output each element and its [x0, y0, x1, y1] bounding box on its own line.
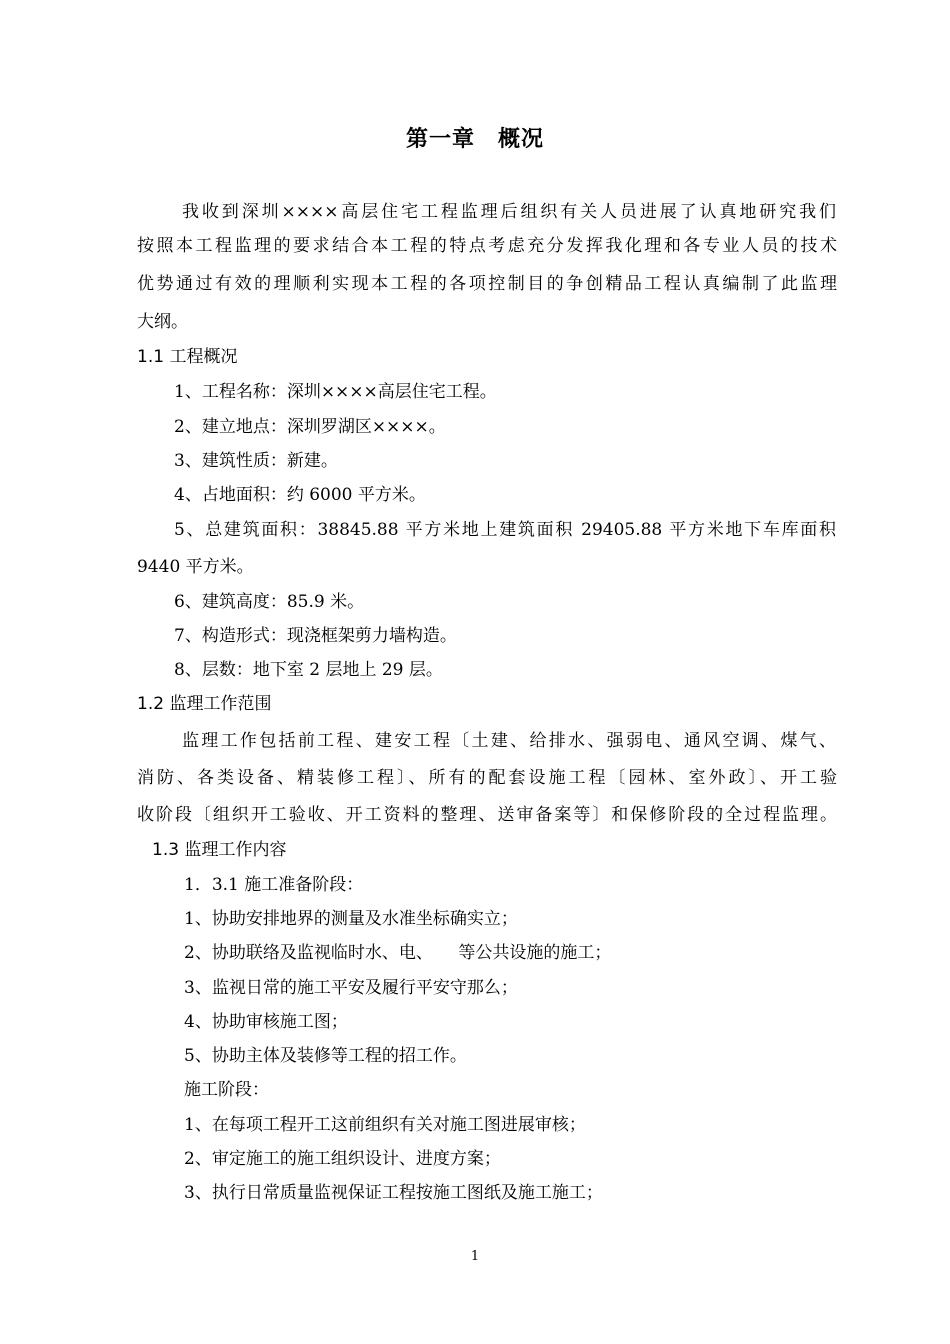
intro-line: 优势通过有效的理顺利实现本工程的各项控制目的争创精品工程认真编制了此监理	[137, 274, 837, 294]
list-item: 4、占地面积：约 6000 平方米。	[174, 485, 426, 505]
scope-line: 收阶段〔组织开工验收、开工资料的整理、送审备案等〕和保修阶段的全过程监理。	[137, 805, 837, 825]
list-item: 3、执行日常质量监视保证工程按施工图纸及施工施工；	[184, 1183, 603, 1203]
list-item: 1．3.1 施工准备阶段：	[184, 875, 364, 895]
list-item: 6、建筑高度：85.9 米。	[174, 592, 365, 612]
list-item: 2、建立地点：深圳罗湖区××××。	[174, 417, 446, 437]
chapter-title: 第一章 概况	[405, 127, 544, 152]
list-item: 2、审定施工的施工组织设计、进度方案；	[184, 1149, 501, 1169]
list-item: 8、层数：地下室 2 层地上 29 层。	[174, 660, 443, 680]
list-item: 1、在每项工程开工这前组织有关对施工图进展审核；	[184, 1115, 586, 1135]
intro-line: 大纲。	[137, 312, 188, 332]
intro-line: 我收到深圳××××高层住宅工程监理后组织有关人员进展了认真地研究我们	[182, 202, 836, 222]
section-heading-1-3: 1.3 监理工作内容	[152, 840, 287, 860]
scope-line: 消防、各类设备、精装修工程〕、所有的配套设施工程〔园林、室外政〕、开工验	[137, 768, 837, 788]
list-item: 1、协助安排地界的测量及水准坐标确实立；	[184, 909, 518, 929]
list-item: 5、协助主体及装修等工程的招工作。	[184, 1046, 467, 1066]
list-item: 7、构造形式：现浇框架剪力墙构造。	[174, 626, 457, 646]
subheading: 施工阶段：	[184, 1080, 269, 1100]
scope-line: 监理工作包括前工程、建安工程〔土建、给排水、强弱电、通风空调、煤气、	[182, 731, 836, 751]
section-heading-1-1: 1.1 工程概况	[137, 347, 238, 367]
list-item: 2、协助联络及监视临时水、电、 等公共设施的施工；	[184, 943, 612, 963]
page-number: 1	[470, 1249, 480, 1264]
list-item: 5、总建筑面积：38845.88 平方米地上建筑面积 29405.88 平方米地下车库面积	[174, 520, 836, 540]
list-item: 4、协助审核施工图；	[184, 1012, 348, 1032]
section-heading-1-2: 1.2 监理工作范围	[137, 694, 272, 714]
list-item: 3、监视日常的施工平安及履行平安守那么；	[184, 978, 518, 998]
list-item: 1、工程名称：深圳××××高层住宅工程。	[174, 382, 497, 402]
list-item-continuation: 9440 平方米。	[137, 557, 254, 577]
intro-line: 按照本工程监理的要求结合本工程的特点考虑充分发挥我化理和各专业人员的技术	[137, 236, 837, 256]
list-item: 3、建筑性质：新建。	[174, 451, 338, 471]
